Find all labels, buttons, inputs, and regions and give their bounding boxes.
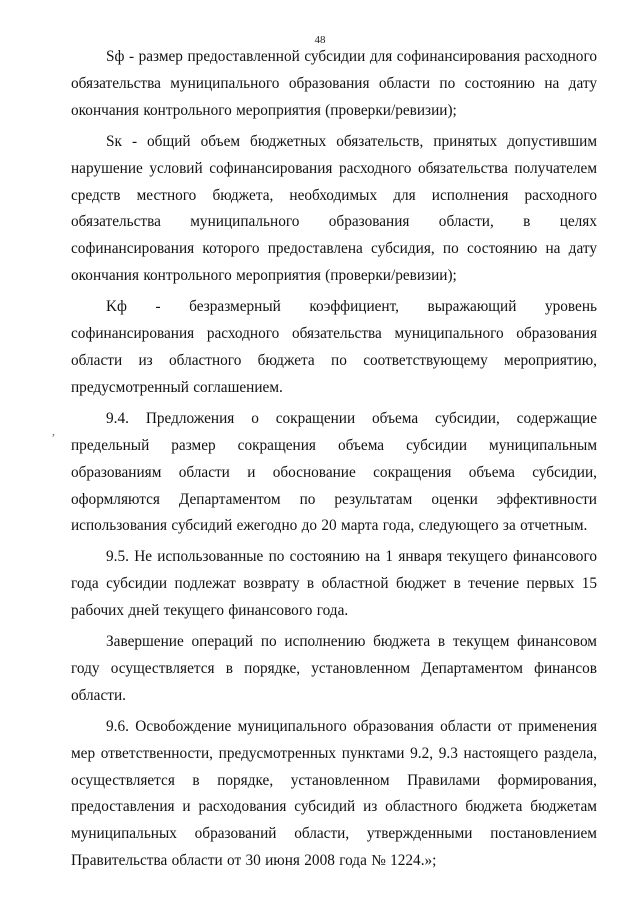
document-body (71, 44, 597, 879)
scan-mark-left: , (52, 424, 55, 438)
paragraph-budget-completion: Завершение операций по исполнению бюджета в текущем финансовом году осуществляется в порядке, установленном Департаментом финансов области. (71, 633, 597, 704)
paragraph-sf-definition: Sф - размер предоставленной субсидии для софинансирования расходного обязательства муниципального образования области по состоянию на дату окончания контрольного мероприятия (проверки/ревизии); (71, 48, 597, 119)
paragraph-kf-definition: Kф - безразмерный коэффициент, выражающий уровень софинансирования расходного обязательства муниципального образования области из областного бюджета по соответствующему мероприятию, предусмотренный соглашением. (71, 298, 597, 396)
paragraph-9-4: 9.4. Предложения о сокращении объема субсидии, содержащие предельный размер сокращения объема субсидии муниципальным образованиям области и обоснование сокращения объема субсидии, оформляются Департаментом по результатам оценки эффективности использования субсидий ежегодно до 20 марта года, следующего за отчетным. (71, 409, 597, 535)
page-number: 48 (314, 34, 326, 46)
paragraph-9-6: 9.6. Освобождение муниципального образования области от применения мер ответственности, предусмотренных пунктами 9.2, 9.3 настоящего раздела, осуществляется в порядке, установленном Правилами формирования, предоставления и расходования субсидий из областного бюджета бюджетам муниципальных образований области, утвержденными постановлением Правительства области от 30 июня 2008 года № 1224.»; (71, 717, 597, 870)
paragraph-9-5: 9.5. Не использованные по состоянию на 1 января текущего финансового года субсидии подлежат возврату в областной бюджет в течение первых 15 рабочих дней текущего финансового года. (71, 548, 597, 620)
paragraph-sk-definition: Sк - общий объем бюджетных обязательств, принятых допустившим нарушение условий софинансирования расходного обязательства получателем средств местного бюджета, необходимых для исполнения расходного обязательства муниципального образования области, в целях софинансирования которого предоставлена субсидия, по состоянию на дату окончания контрольного мероприятия (проверки/ревизии); (71, 132, 597, 285)
